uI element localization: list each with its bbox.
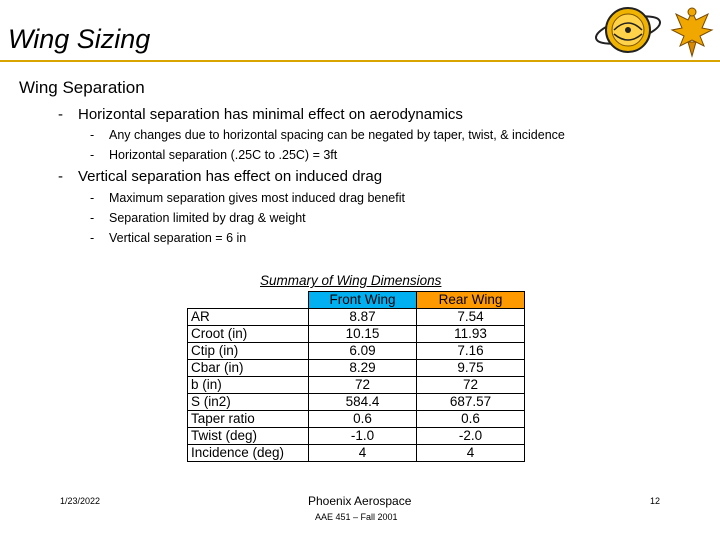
table-row (188, 411, 525, 428)
sub-text: Maximum separation gives most induced drag benefit (109, 191, 405, 205)
phoenix-logo-icon (668, 2, 716, 58)
table-header-row (188, 292, 525, 309)
front-wing-value: -1.0 (309, 428, 417, 445)
rear-wing-value: 9.75 (417, 360, 525, 377)
rear-wing-value: 7.54 (417, 309, 525, 326)
table-row (188, 394, 525, 411)
table-row (188, 445, 525, 462)
footer-course: AAE 451 – Fall 2001 (315, 512, 398, 522)
row-label: Incidence (deg) (188, 445, 309, 462)
table-caption: Summary of Wing Dimensions (260, 273, 442, 288)
row-label: Taper ratio (188, 411, 309, 428)
bullet-text: Vertical separation has effect on induced drag (78, 168, 383, 185)
section-heading: Wing Separation (19, 78, 145, 97)
sub-text: Vertical separation = 6 in (109, 231, 247, 245)
table-row (188, 360, 525, 377)
rear-wing-value: 72 (417, 377, 525, 394)
sub-dash: - (90, 231, 95, 245)
row-label: Croot (in) (188, 326, 309, 343)
footer-company: Phoenix Aerospace (308, 494, 412, 508)
title-underline (0, 60, 720, 62)
row-label: b (in) (188, 377, 309, 394)
header-front-wing: Front Wing (309, 292, 417, 309)
table-row (188, 428, 525, 445)
table-row (188, 309, 525, 326)
rear-wing-value: 11.93 (417, 326, 525, 343)
wing-dimensions-table (187, 291, 525, 462)
table-row (188, 343, 525, 360)
bullet-dash: - (58, 168, 63, 185)
table-row (188, 377, 525, 394)
front-wing-value: 0.6 (309, 411, 417, 428)
table-row (188, 326, 525, 343)
front-wing-value: 584.4 (309, 394, 417, 411)
sub-dash: - (90, 148, 95, 162)
header-blank (188, 292, 309, 309)
bullet-text: Horizontal separation has minimal effect on aerodynamics (78, 106, 463, 123)
rear-wing-value: 4 (417, 445, 525, 462)
sub-text: Any changes due to horizontal spacing can be negated by taper, twist, & incidence (109, 128, 565, 142)
rear-wing-value: 687.57 (417, 394, 525, 411)
rear-wing-value: 0.6 (417, 411, 525, 428)
header-rear-wing: Rear Wing (417, 292, 525, 309)
front-wing-value: 4 (309, 445, 417, 462)
row-label: Cbar (in) (188, 360, 309, 377)
row-label: Twist (deg) (188, 428, 309, 445)
sub-dash: - (90, 128, 95, 142)
emblem-logo-icon (594, 2, 662, 58)
rear-wing-value: -2.0 (417, 428, 525, 445)
sub-dash: - (90, 211, 95, 225)
front-wing-value: 8.29 (309, 360, 417, 377)
bullet-dash: - (58, 106, 63, 123)
front-wing-value: 8.87 (309, 309, 417, 326)
row-label: Ctip (in) (188, 343, 309, 360)
front-wing-value: 10.15 (309, 326, 417, 343)
front-wing-value: 72 (309, 377, 417, 394)
sub-text: Horizontal separation (.25C to .25C) = 3ft (109, 148, 338, 162)
footer-page-number: 12 (650, 496, 661, 506)
front-wing-value: 6.09 (309, 343, 417, 360)
sub-text: Separation limited by drag & weight (109, 211, 306, 225)
sub-dash: - (90, 191, 95, 205)
rear-wing-value: 7.16 (417, 343, 525, 360)
footer-date: 1/23/2022 (60, 496, 101, 506)
slide-title: Wing Sizing (8, 24, 151, 54)
row-label: S (in2) (188, 394, 309, 411)
row-label: AR (188, 309, 309, 326)
